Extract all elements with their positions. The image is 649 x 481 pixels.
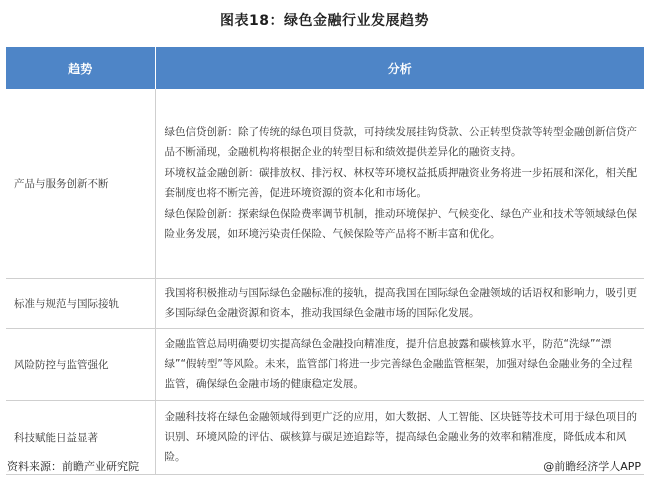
header-analysis: 分析 [155, 47, 644, 89]
analysis-cell [155, 279, 644, 329]
analysis-paragraph: 环境权益金融创新：碳排放权、排污权、林权等环境权益抵质押融资业务将进一步拓展和深化，相关配套制度也将不断完善，促进环境资源的资本化和市场化。 [164, 167, 637, 199]
table-header-row [6, 47, 644, 89]
trend-cell: 标准与规范与国际接轨 [6, 279, 155, 329]
analysis-paragraph: 绿色保险创新：探索绿色保险费率调节机制，推动环境保护、气候变化、绿色产业和技术等领域绿色保险业务发展，如环境污染责任保险、气候保险等产品将不断丰富和优化。 [164, 208, 637, 240]
brand-credit: @前瞻经济学人APP [543, 460, 641, 473]
table-row [6, 89, 644, 279]
trend-cell: 风险防控与监管强化 [6, 329, 155, 401]
analysis-cell [155, 329, 644, 401]
analysis-paragraph: 我国将积极推动与国际绿色金融标准的接轨，提高我国在国际绿色金融领域的话语权和影响力，吸引更多国际绿色金融资源和资本，推动我国绿色金融市场的国际化发展。 [164, 287, 637, 319]
analysis-cell [155, 89, 644, 279]
table-row [6, 329, 644, 401]
trend-table [6, 47, 644, 475]
source-note: 资料来源：前瞻产业研究院 [7, 460, 139, 473]
analysis-paragraph: 金融监管总局明确要切实提高绿色金融投向精准度，提升信息披露和碳核算水平，防范“洗绿”“漂绿”“假转型”等风险。未来，监管部门将进一步完善绿色金融监管框架，加强对绿色金融业务的全过程监管，确保绿色金融市场的健康稳定发展。 [164, 338, 633, 390]
figure-title: 图表18：绿色金融行业发展趋势 [220, 13, 429, 29]
header-trend: 趋势 [6, 47, 155, 89]
table-row [6, 279, 644, 329]
analysis-paragraph: 绿色信贷创新：除了传统的绿色项目贷款，可持续发展挂钩贷款、公正转型贷款等转型金融创新信贷产品不断涌现，金融机构将根据企业的转型目标和绩效提供差异化的融资支持。 [164, 126, 637, 158]
trend-cell: 产品与服务创新不断 [6, 89, 155, 279]
analysis-paragraph: 金融科技将在绿色金融领域得到更广泛的应用，如大数据、人工智能、区块链等技术可用于绿色项目的识别、环境风险的评估、碳核算与碳足迹追踪等，提高绿色金融业务的效率和精准度，降低成本和风险。 [164, 411, 637, 463]
trend-cell: 科技赋能日益显著 [6, 401, 155, 475]
